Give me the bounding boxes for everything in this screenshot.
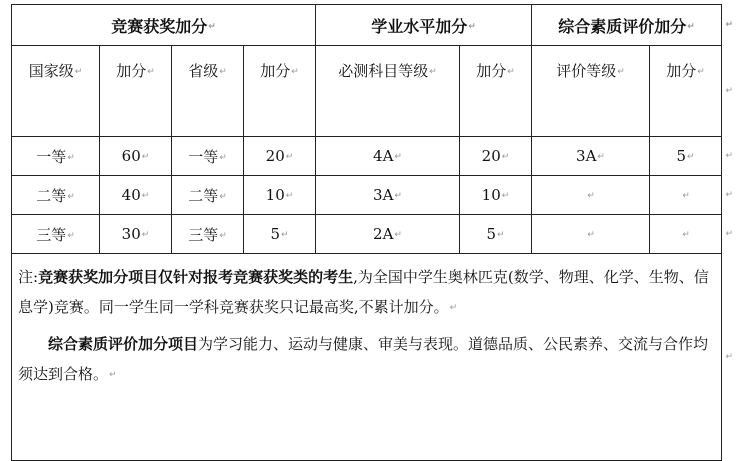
cell-grade-bonus: 20↵ <box>460 137 532 176</box>
cell-provincial-bonus: 5↵ <box>244 215 316 254</box>
header-academic: 学业水平加分↵ <box>316 5 532 46</box>
subheader-required-subject-grade: 必测科目等级↵ <box>316 46 460 137</box>
header-row <box>12 5 722 46</box>
cell-grade: 2A↵ <box>316 215 460 254</box>
table-row <box>12 137 722 176</box>
document-page <box>11 4 733 461</box>
cell-evaluation-bonus: ↵ ↵ <box>650 215 722 254</box>
cell-provincial-bonus: 10↵ <box>244 176 316 215</box>
subheader-bonus: 加分↵ ↵ <box>650 46 722 137</box>
cell-provincial: 二等↵ <box>172 176 244 215</box>
cell-grade: 4A↵ <box>316 137 460 176</box>
cell-national: 二等↵ <box>12 176 100 215</box>
cell-evaluation: ↵ <box>532 215 650 254</box>
header-competition: 竞赛获奖加分↵ <box>12 5 316 46</box>
table-row <box>12 176 722 215</box>
subheader-provincial-level: 省级↵ <box>172 46 244 137</box>
subheader-row <box>12 46 722 137</box>
cell-evaluation-bonus: ↵ ↵ <box>650 176 722 215</box>
subheader-evaluation-grade: 评价等级↵ <box>532 46 650 137</box>
table-row <box>12 215 722 254</box>
subheader-bonus: 加分↵ <box>244 46 316 137</box>
note-row <box>12 254 722 461</box>
note-paragraph-comprehensive: 综合素质评价加分项目为学习能力、运动与健康、审美与表现。道德品质、公民素养、交流与合作均须达到合格。↵ <box>18 335 709 383</box>
note-paragraph-competition: 注:竞赛获奖加分项目仅针对报考竞赛获奖类的考生,为全国中学生奥林匹克(数学、物理、化学、生物、信息学)竞赛。同一学生同一学科竞赛获奖只记最高奖,不累计加分。↵ <box>18 268 709 316</box>
cell-grade-bonus: 5↵ <box>460 215 532 254</box>
cell-provincial: 一等↵ <box>172 137 244 176</box>
cell-grade-bonus: 10↵ <box>460 176 532 215</box>
cell-evaluation-bonus: 5↵ ↵ <box>650 137 722 176</box>
subheader-bonus: 加分↵ <box>100 46 172 137</box>
header-comprehensive: 综合素质评价加分↵ ↵ <box>532 5 722 46</box>
subheader-bonus: 加分↵ <box>460 46 532 137</box>
cell-grade: 3A↵ <box>316 176 460 215</box>
cell-provincial-bonus: 20↵ <box>244 137 316 176</box>
bonus-points-table <box>11 4 733 461</box>
cell-national: 一等↵ <box>12 137 100 176</box>
note-cell: 注:竞赛获奖加分项目仅针对报考竞赛获奖类的考生,为全国中学生奥林匹克(数学、物理、化学、生物、信息学)竞赛。同一学生同一学科竞赛获奖只记最高奖,不累计加分。↵ 综合素质评价加分项目为学习能力、运动与健康、审美与表现。道德品质、公民素养、交流与合作均须达到合格。↵ ↵ <box>12 254 722 461</box>
cell-national: 三等↵ <box>12 215 100 254</box>
cell-evaluation: ↵ <box>532 176 650 215</box>
subheader-national-level: 国家级↵ <box>12 46 100 137</box>
cell-national-bonus: 30↵ <box>100 215 172 254</box>
cell-provincial: 三等↵ <box>172 215 244 254</box>
cell-evaluation: 3A↵ <box>532 137 650 176</box>
cell-national-bonus: 40↵ <box>100 176 172 215</box>
cell-national-bonus: 60↵ <box>100 137 172 176</box>
